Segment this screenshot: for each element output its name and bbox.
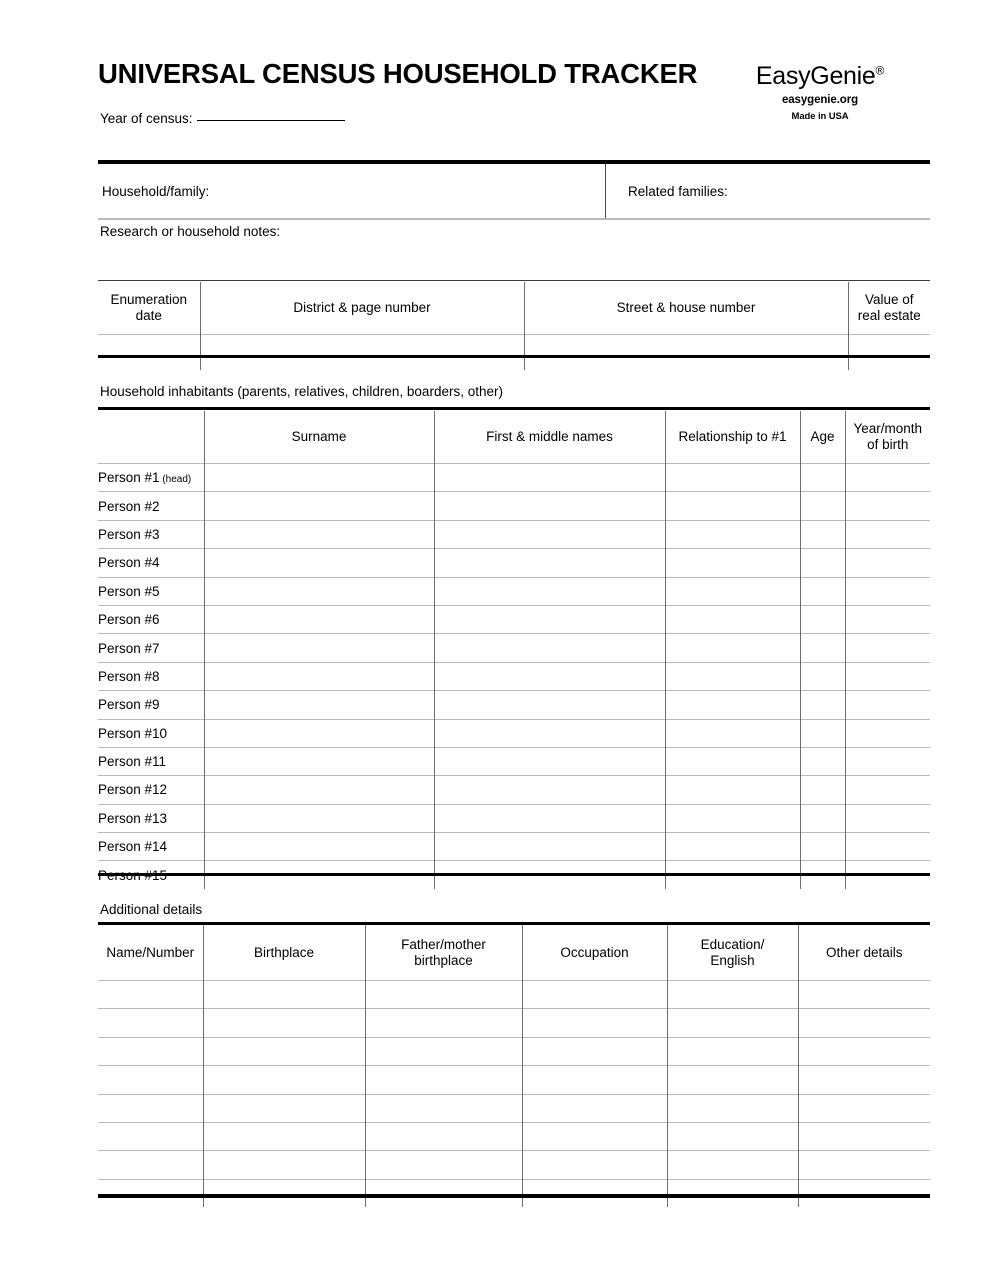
person-cell-relationship[interactable] xyxy=(665,605,800,633)
enum-header-date: Enumeration date xyxy=(98,282,200,335)
household-family-label: Household/family: xyxy=(102,183,210,199)
brand-url: easygenie.org xyxy=(781,94,859,107)
details-header-other: Other details xyxy=(798,925,930,981)
details-cell-other-details[interactable] xyxy=(798,981,930,1009)
details-cell-birthplace[interactable] xyxy=(203,1066,365,1094)
person-row-label xyxy=(98,776,204,804)
inhabitants-table xyxy=(98,411,930,889)
table-row xyxy=(98,605,930,633)
inhabitants-rows xyxy=(98,464,930,889)
person-cell-surname[interactable] xyxy=(204,662,434,690)
details-header-education-english: Education/ English xyxy=(667,925,798,981)
details-cell-other-details[interactable] xyxy=(798,1009,930,1037)
person-cell-age[interactable] xyxy=(800,577,845,605)
enumeration-header-row xyxy=(98,282,930,335)
enumeration-table-top-rule xyxy=(98,280,930,281)
person-label-text: Person #1 xyxy=(98,470,160,486)
table-row xyxy=(98,719,930,747)
details-header-name-number: Name/Number xyxy=(98,925,203,981)
person-cell-relationship[interactable] xyxy=(665,833,800,861)
person-cell-age[interactable] xyxy=(800,719,845,747)
person-cell-age[interactable] xyxy=(800,804,845,832)
details-cell-other-details[interactable] xyxy=(798,1151,930,1179)
person-cell-year-month-birth[interactable] xyxy=(845,776,930,804)
details-cell-name-number[interactable] xyxy=(98,981,203,1009)
person-cell-first-middle-names[interactable] xyxy=(434,549,665,577)
person-label-text: Person #13 xyxy=(98,810,168,826)
research-notes-label: Research or household notes: xyxy=(100,224,281,239)
details-header-occupation: Occupation xyxy=(522,925,667,981)
related-families-field[interactable] xyxy=(628,164,928,218)
details-cell-other-details[interactable] xyxy=(798,1122,930,1150)
table-row xyxy=(98,492,930,520)
person-cell-year-month-birth[interactable] xyxy=(845,549,930,577)
person-cell-relationship[interactable] xyxy=(665,776,800,804)
table-row xyxy=(98,662,930,690)
person-cell-year-month-birth[interactable] xyxy=(845,833,930,861)
household-band-bottom-rule xyxy=(98,218,930,220)
person-cell-first-middle-names[interactable] xyxy=(434,520,665,548)
person-cell-relationship[interactable] xyxy=(665,747,800,775)
details-cell-birthplace[interactable] xyxy=(203,1094,365,1122)
person-cell-first-middle-names[interactable] xyxy=(434,492,665,520)
person-label-text: Person #5 xyxy=(98,583,160,599)
details-cell-parent-birthplace[interactable] xyxy=(365,1037,522,1065)
year-of-census-blank[interactable] xyxy=(197,109,345,121)
person-cell-age[interactable] xyxy=(800,520,845,548)
details-header-birthplace: Birthplace xyxy=(203,925,365,981)
details-cell-birthplace[interactable] xyxy=(203,1151,365,1179)
related-families-label: Related families: xyxy=(628,183,728,199)
inhabitants-table-top-rule xyxy=(98,407,930,410)
household-family-field[interactable] xyxy=(102,164,602,218)
table-row xyxy=(98,1009,930,1037)
person-cell-age[interactable] xyxy=(800,605,845,633)
person-cell-year-month-birth[interactable] xyxy=(845,662,930,690)
person-cell-surname[interactable] xyxy=(204,492,434,520)
person-cell-first-middle-names[interactable] xyxy=(434,605,665,633)
enum-header-value-real-estate: Value of real estate xyxy=(848,282,930,335)
person-cell-year-month-birth[interactable] xyxy=(845,464,930,492)
person-label-text: Person #7 xyxy=(98,640,160,656)
person-label-text: Person #2 xyxy=(98,498,160,514)
details-cell-other-details[interactable] xyxy=(798,1037,930,1065)
person-cell-year-month-birth[interactable] xyxy=(845,634,930,662)
details-cell-name-number[interactable] xyxy=(98,1122,203,1150)
person-cell-age[interactable] xyxy=(800,464,845,492)
person-cell-first-middle-names[interactable] xyxy=(434,804,665,832)
person-cell-first-middle-names[interactable] xyxy=(434,577,665,605)
person-cell-year-month-birth[interactable] xyxy=(845,719,930,747)
table-row xyxy=(98,464,930,492)
person-label-text: Person #9 xyxy=(98,697,160,713)
brand-name xyxy=(710,63,930,89)
made-in-usa-label: Made in USA xyxy=(791,111,849,123)
person-row-label xyxy=(98,634,204,662)
details-cell-name-number[interactable] xyxy=(98,1094,203,1122)
details-header-parent-birthplace: Father/mother birthplace xyxy=(365,925,522,981)
table-row xyxy=(98,981,930,1009)
person-cell-age[interactable] xyxy=(800,833,845,861)
inhab-header-first-middle: First & middle names xyxy=(434,411,665,464)
details-cell-birthplace[interactable] xyxy=(203,1009,365,1037)
person-cell-first-middle-names[interactable] xyxy=(434,464,665,492)
details-cell-parent-birthplace[interactable] xyxy=(365,1122,522,1150)
inhab-header-surname: Surname xyxy=(204,411,434,464)
table-row xyxy=(98,776,930,804)
details-cell-birthplace[interactable] xyxy=(203,1037,365,1065)
year-of-census-field xyxy=(100,109,345,126)
person-row-label xyxy=(98,833,204,861)
table-row xyxy=(98,833,930,861)
person-cell-age[interactable] xyxy=(800,549,845,577)
person-row-label xyxy=(98,464,204,492)
person-label-text: Person #11 xyxy=(98,754,167,770)
details-cell-occupation[interactable] xyxy=(522,1066,667,1094)
household-band-divider xyxy=(605,164,606,218)
person-label-text: Person #4 xyxy=(98,555,160,571)
person-cell-first-middle-names[interactable] xyxy=(434,833,665,861)
person-cell-relationship[interactable] xyxy=(665,549,800,577)
details-cell-parent-birthplace[interactable] xyxy=(365,1094,522,1122)
person-label-text: Person #10 xyxy=(98,725,168,741)
details-cell-education-english[interactable] xyxy=(667,1094,798,1122)
details-cell-other-details[interactable] xyxy=(798,1066,930,1094)
inhabitants-header-row xyxy=(98,411,930,464)
details-cell-education-english[interactable] xyxy=(667,1037,798,1065)
person-cell-year-month-birth[interactable] xyxy=(845,520,930,548)
table-row xyxy=(98,577,930,605)
person-cell-surname[interactable] xyxy=(204,804,434,832)
details-cell-occupation[interactable] xyxy=(522,1009,667,1037)
person-cell-surname[interactable] xyxy=(204,464,434,492)
person-cell-relationship[interactable] xyxy=(665,691,800,719)
person-label-text: Person #14 xyxy=(98,839,168,855)
person-cell-first-middle-names[interactable] xyxy=(434,634,665,662)
table-row xyxy=(98,747,930,775)
page-title: UNIVERSAL CENSUS HOUSEHOLD TRACKER xyxy=(98,58,698,89)
details-cell-occupation[interactable] xyxy=(522,981,667,1009)
details-cell-name-number[interactable] xyxy=(98,1009,203,1037)
person-cell-year-month-birth[interactable] xyxy=(845,747,930,775)
inhabitants-section-label: Household inhabitants (parents, relatives, children, boarders, other) xyxy=(100,384,503,399)
person-cell-year-month-birth[interactable] xyxy=(845,691,930,719)
person-cell-year-month-birth[interactable] xyxy=(845,605,930,633)
person-cell-relationship[interactable] xyxy=(665,804,800,832)
person-cell-first-middle-names[interactable] xyxy=(434,776,665,804)
person-cell-age[interactable] xyxy=(800,662,845,690)
additional-details-rows xyxy=(98,981,930,1208)
inhab-header-age: Age xyxy=(800,411,845,464)
person-cell-surname[interactable] xyxy=(204,605,434,633)
details-header-row xyxy=(98,925,930,981)
person-cell-age[interactable] xyxy=(800,492,845,520)
table-row xyxy=(98,1151,930,1179)
table-row xyxy=(98,549,930,577)
person-cell-surname[interactable] xyxy=(204,747,434,775)
person-row-label xyxy=(98,549,204,577)
year-of-census-label: Year of census: xyxy=(100,111,193,126)
table-row xyxy=(98,1066,930,1094)
person-row-label xyxy=(98,520,204,548)
table-row xyxy=(98,691,930,719)
additional-details-table xyxy=(98,925,930,1207)
brand-name-text: EasyGenie xyxy=(755,62,876,90)
person-cell-surname[interactable] xyxy=(204,691,434,719)
details-cell-parent-birthplace[interactable] xyxy=(365,1009,522,1037)
person-label-text: Person #6 xyxy=(98,612,160,628)
details-cell-education-english[interactable] xyxy=(667,1009,798,1037)
person-cell-relationship[interactable] xyxy=(665,520,800,548)
details-cell-occupation[interactable] xyxy=(522,1094,667,1122)
inhab-header-person xyxy=(98,411,204,464)
enum-cell-date[interactable] xyxy=(98,335,200,371)
details-cell-name-number[interactable] xyxy=(98,1066,203,1094)
person-cell-surname[interactable] xyxy=(204,634,434,662)
person-cell-surname[interactable] xyxy=(204,577,434,605)
person-cell-age[interactable] xyxy=(800,747,845,775)
enumeration-entry-row xyxy=(98,335,930,371)
details-cell-occupation[interactable] xyxy=(522,1151,667,1179)
person-row-label xyxy=(98,747,204,775)
person-cell-surname[interactable] xyxy=(204,719,434,747)
page-bottom-rule xyxy=(98,1194,930,1198)
enumeration-table-bottom-rule xyxy=(98,355,930,358)
person-cell-surname[interactable] xyxy=(204,549,434,577)
person-row-label xyxy=(98,662,204,690)
person-cell-first-middle-names[interactable] xyxy=(434,691,665,719)
person-row-label xyxy=(98,691,204,719)
brand-block xyxy=(710,63,930,122)
person-label-text: Person #8 xyxy=(98,668,160,684)
details-cell-name-number[interactable] xyxy=(98,1151,203,1179)
page-header xyxy=(98,58,930,148)
person-cell-relationship[interactable] xyxy=(665,577,800,605)
table-row xyxy=(98,1122,930,1150)
person-row-label xyxy=(98,577,204,605)
enum-cell-district-page[interactable] xyxy=(200,335,524,371)
details-cell-birthplace[interactable] xyxy=(203,1122,365,1150)
table-row xyxy=(98,634,930,662)
details-cell-education-english[interactable] xyxy=(667,1151,798,1179)
inhab-header-year-month-birth: Year/month of birth xyxy=(845,411,930,464)
table-row xyxy=(98,1037,930,1065)
person-cell-relationship[interactable] xyxy=(665,719,800,747)
additional-details-section-label: Additional details xyxy=(100,902,203,917)
person-label-note: (head) xyxy=(159,474,192,486)
enum-header-district-page: District & page number xyxy=(200,282,524,335)
enum-cell-value-real-estate[interactable] xyxy=(848,335,930,371)
table-row xyxy=(98,1094,930,1122)
person-cell-relationship[interactable] xyxy=(665,464,800,492)
details-cell-occupation[interactable] xyxy=(522,1122,667,1150)
details-cell-occupation[interactable] xyxy=(522,1037,667,1065)
person-row-label xyxy=(98,719,204,747)
person-cell-relationship[interactable] xyxy=(665,634,800,662)
person-cell-surname[interactable] xyxy=(204,833,434,861)
person-cell-first-middle-names[interactable] xyxy=(434,719,665,747)
person-label-text: Person #3 xyxy=(98,526,160,542)
details-cell-education-english[interactable] xyxy=(667,1066,798,1094)
person-label-text: Person #12 xyxy=(98,782,168,798)
person-cell-first-middle-names[interactable] xyxy=(434,747,665,775)
details-cell-parent-birthplace[interactable] xyxy=(365,1151,522,1179)
enum-cell-street-house[interactable] xyxy=(524,335,848,371)
person-cell-surname[interactable] xyxy=(204,776,434,804)
table-row xyxy=(98,804,930,832)
details-cell-education-english[interactable] xyxy=(667,1122,798,1150)
registered-trademark-icon: ® xyxy=(875,63,885,78)
person-cell-age[interactable] xyxy=(800,634,845,662)
person-row-label xyxy=(98,492,204,520)
details-cell-birthplace[interactable] xyxy=(203,981,365,1009)
person-cell-first-middle-names[interactable] xyxy=(434,662,665,690)
details-cell-other-details[interactable] xyxy=(798,1094,930,1122)
person-cell-relationship[interactable] xyxy=(665,492,800,520)
details-cell-parent-birthplace[interactable] xyxy=(365,981,522,1009)
person-cell-surname[interactable] xyxy=(204,520,434,548)
details-cell-education-english[interactable] xyxy=(667,981,798,1009)
person-cell-relationship[interactable] xyxy=(665,662,800,690)
person-cell-year-month-birth[interactable] xyxy=(845,804,930,832)
enum-header-street-house: Street & house number xyxy=(524,282,848,335)
person-row-label xyxy=(98,804,204,832)
person-cell-age[interactable] xyxy=(800,776,845,804)
household-band xyxy=(98,164,930,218)
inhab-header-relationship: Relationship to #1 xyxy=(665,411,800,464)
person-cell-age[interactable] xyxy=(800,691,845,719)
table-row xyxy=(98,520,930,548)
details-cell-name-number[interactable] xyxy=(98,1037,203,1065)
details-cell-parent-birthplace[interactable] xyxy=(365,1066,522,1094)
person-cell-year-month-birth[interactable] xyxy=(845,577,930,605)
inhabitants-table-bottom-rule xyxy=(98,873,930,876)
person-cell-year-month-birth[interactable] xyxy=(845,492,930,520)
person-row-label xyxy=(98,605,204,633)
